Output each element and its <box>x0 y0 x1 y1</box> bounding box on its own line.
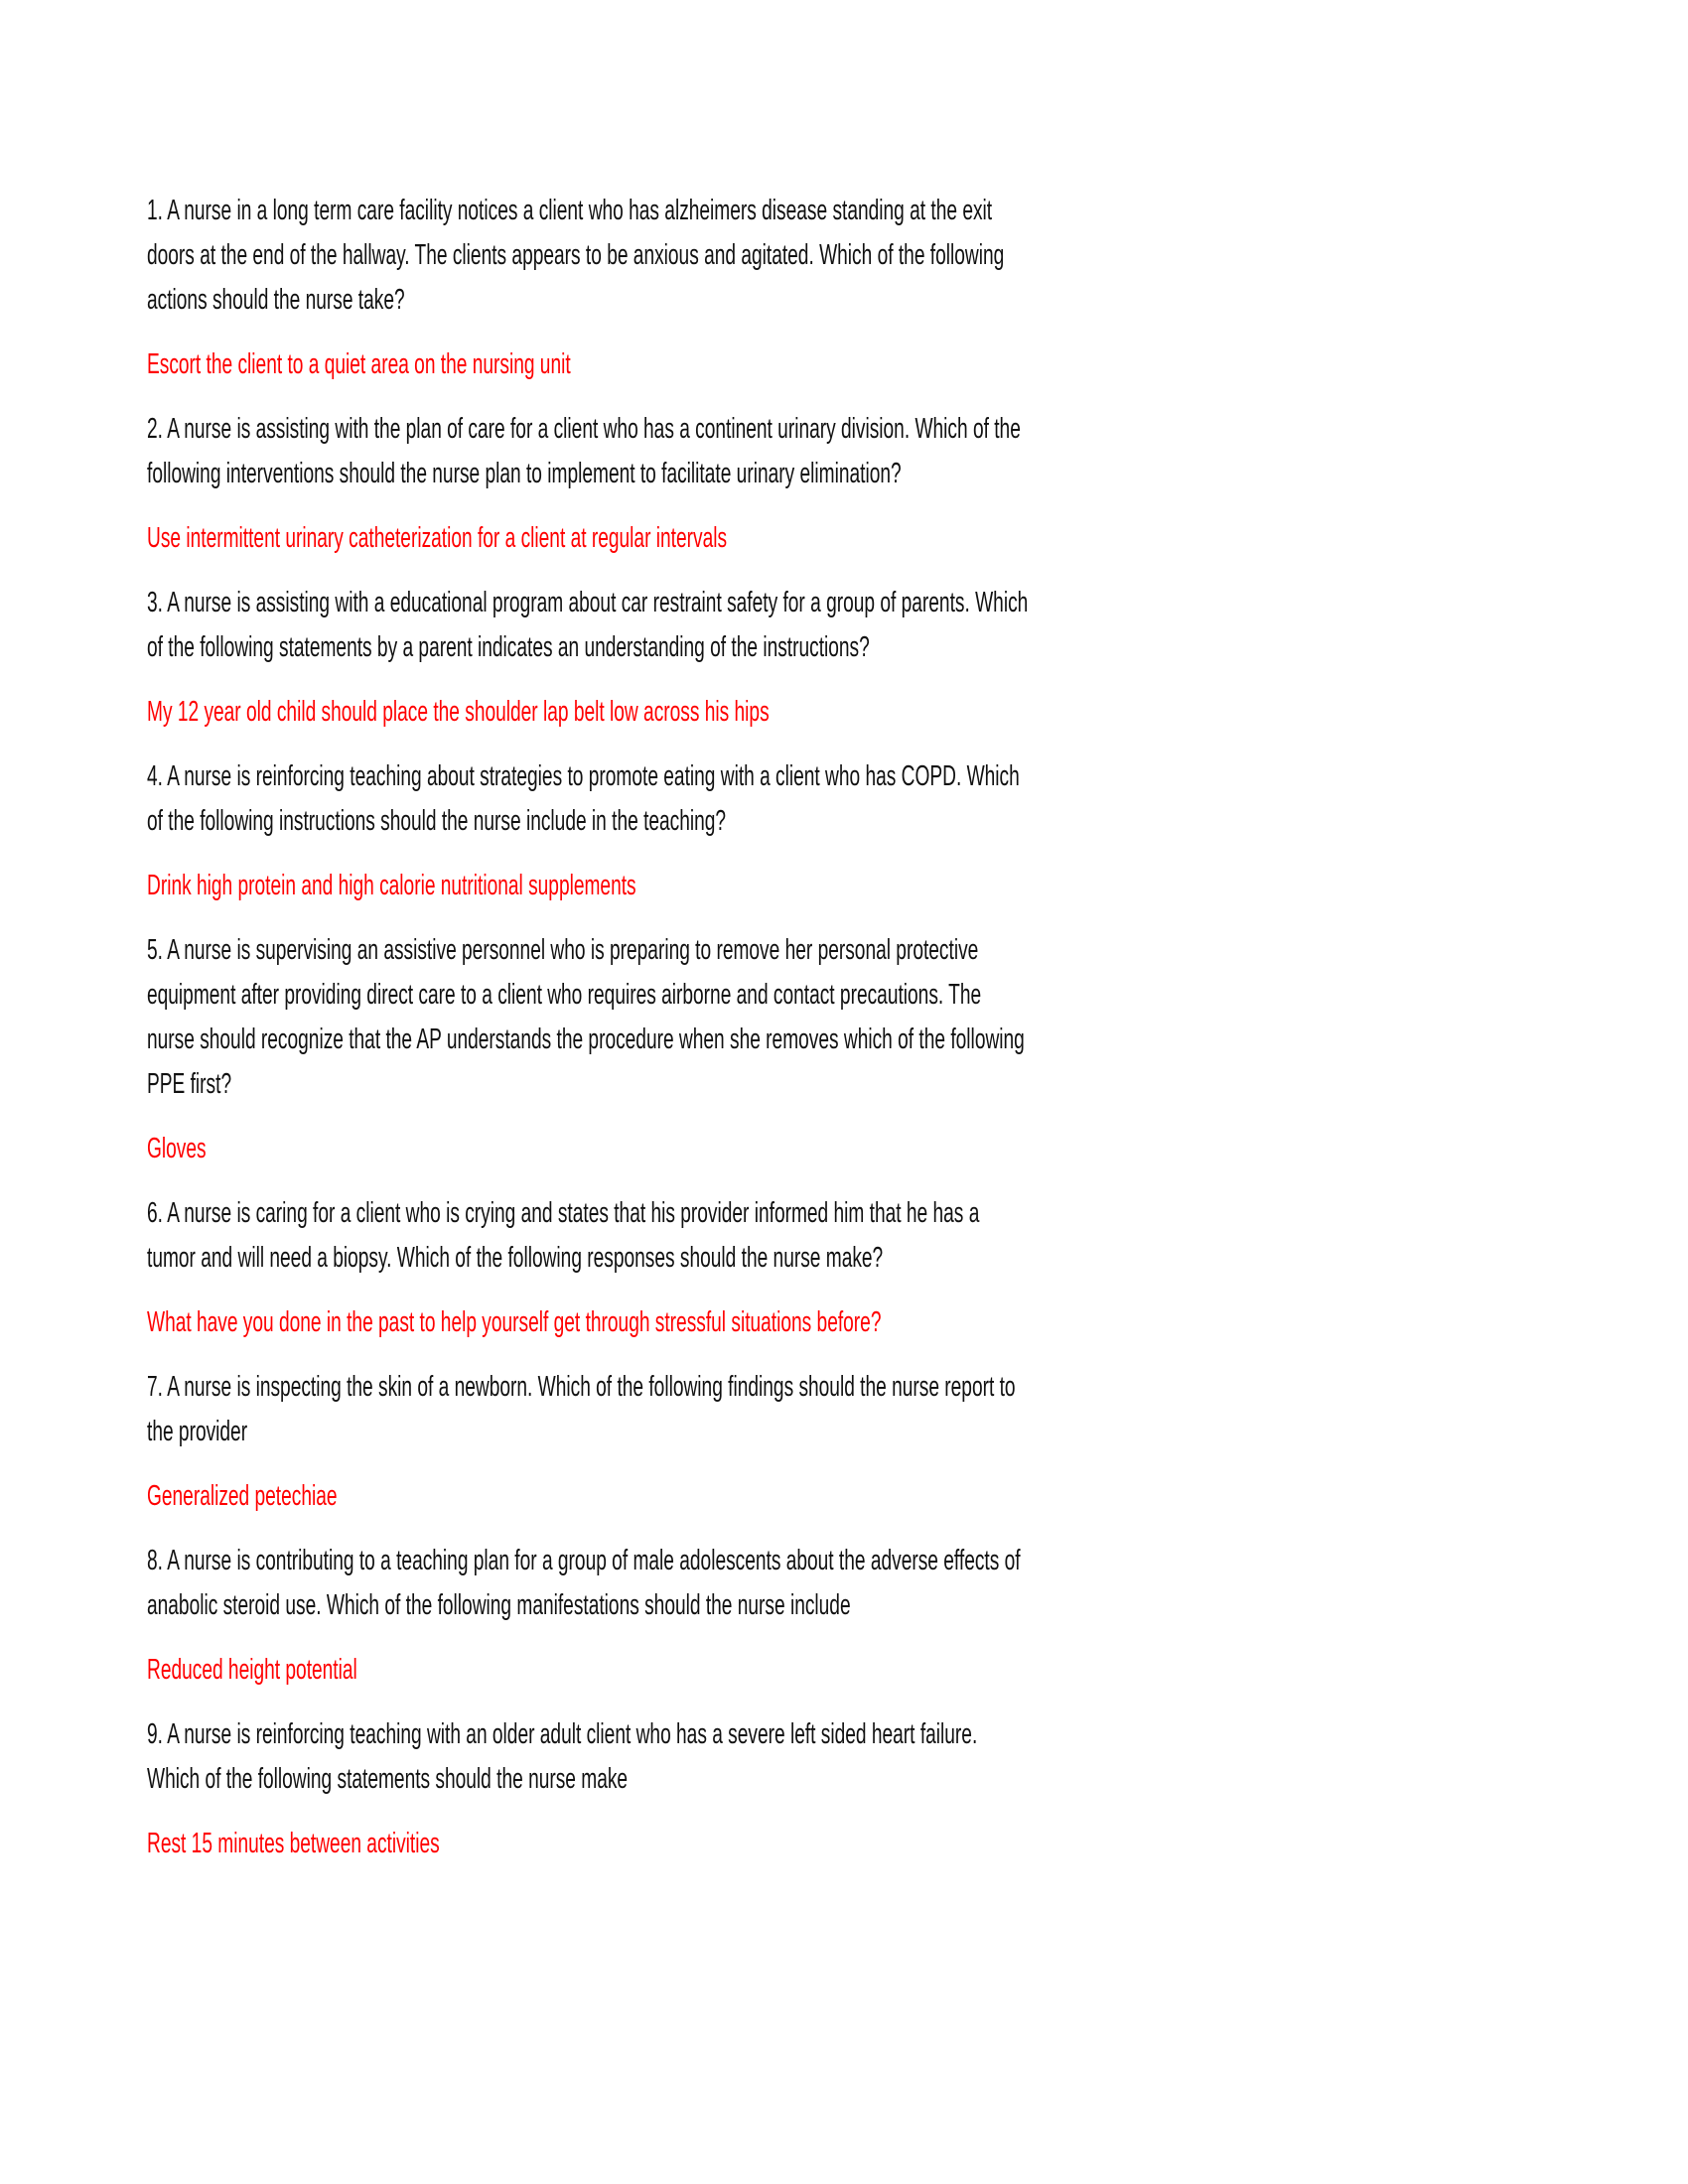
question-answer-group-2 <box>147 407 1617 561</box>
answer-3 <box>147 690 1617 735</box>
text-line: Reduced height potential <box>147 1654 357 1686</box>
question-answer-group-8 <box>147 1539 1617 1693</box>
question-6 <box>147 1191 1617 1281</box>
text-line: 9. A nurse is reinforcing teaching with an older adult client who has a severe left sided heart failure. <box>147 1718 978 1750</box>
text-line: nurse should recognize that the AP understands the procedure when she removes which of the following <box>147 1024 1025 1055</box>
text-line: of the following instructions should the nurse include in the teaching? <box>147 805 727 837</box>
answer-7 <box>147 1474 1617 1519</box>
text-line: 5. A nurse is supervising an assistive personnel who is preparing to remove her personal protective <box>147 934 979 966</box>
question-answer-group-7 <box>147 1365 1617 1519</box>
text-line: Which of the following statements should the nurse make <box>147 1763 629 1795</box>
question-8 <box>147 1539 1617 1628</box>
text-line: 2. A nurse is assisting with the plan of care for a client who has a continent urinary division. Which of the <box>147 413 1021 445</box>
text-line: 4. A nurse is reinforcing teaching about strategies to promote eating with a client who has COPD. Which <box>147 760 1020 792</box>
answer-5 <box>147 1127 1617 1171</box>
question-answer-group-4 <box>147 754 1617 908</box>
answer-4 <box>147 864 1617 908</box>
question-answer-group-3 <box>147 581 1617 735</box>
answer-9 <box>147 1822 1617 1866</box>
question-answer-group-1 <box>147 189 1617 387</box>
question-answer-group-9 <box>147 1712 1617 1866</box>
question-2 <box>147 407 1617 496</box>
answer-8 <box>147 1648 1617 1693</box>
answer-2 <box>147 516 1617 561</box>
text-line: What have you done in the past to help yourself get through stressful situations before? <box>147 1306 882 1338</box>
text-line: 6. A nurse is caring for a client who is crying and states that his provider informed him that he has a <box>147 1197 980 1229</box>
text-line: tumor and will need a biopsy. Which of the following responses should the nurse make? <box>147 1242 884 1274</box>
question-4 <box>147 754 1617 844</box>
question-1 <box>147 189 1617 323</box>
question-answer-group-5 <box>147 928 1617 1171</box>
text-line: 8. A nurse is contributing to a teaching plan for a group of male adolescents about the adverse effects of <box>147 1545 1021 1576</box>
text-line: Rest 15 minutes between activities <box>147 1828 440 1859</box>
question-7 <box>147 1365 1617 1454</box>
document-content <box>147 189 1617 1886</box>
question-3 <box>147 581 1617 670</box>
text-line: Drink high protein and high calorie nutritional supplements <box>147 870 636 901</box>
text-line: Escort the client to a quiet area on the nursing unit <box>147 348 571 380</box>
text-line: the provider <box>147 1416 248 1447</box>
text-line: PPE first? <box>147 1068 232 1100</box>
text-line: Gloves <box>147 1133 207 1164</box>
question-9 <box>147 1712 1617 1802</box>
text-line: My 12 year old child should place the shoulder lap belt low across his hips <box>147 696 770 728</box>
answer-6 <box>147 1300 1617 1345</box>
answer-1 <box>147 342 1617 387</box>
text-line: actions should the nurse take? <box>147 284 405 316</box>
question-5 <box>147 928 1617 1107</box>
text-line: 3. A nurse is assisting with a educational program about car restraint safety for a group of parents. Which <box>147 587 1029 618</box>
text-line: 1. A nurse in a long term care facility notices a client who has alzheimers disease standing at the exit <box>147 195 993 226</box>
text-line: Generalized petechiae <box>147 1480 338 1512</box>
text-line: following interventions should the nurse plan to implement to facilitate urinary elimination? <box>147 458 902 489</box>
text-line: Use intermittent urinary catheterization for a client at regular intervals <box>147 522 728 554</box>
text-line: doors at the end of the hallway. The clients appears to be anxious and agitated. Which of the following <box>147 239 1005 271</box>
text-line: of the following statements by a parent indicates an understanding of the instructions? <box>147 631 870 663</box>
text-line: equipment after providing direct care to a client who requires airborne and contact precautions. The <box>147 979 982 1011</box>
question-answer-group-6 <box>147 1191 1617 1345</box>
text-line: 7. A nurse is inspecting the skin of a newborn. Which of the following findings should the nurse report to <box>147 1371 1016 1403</box>
text-line: anabolic steroid use. Which of the following manifestations should the nurse include <box>147 1589 851 1621</box>
